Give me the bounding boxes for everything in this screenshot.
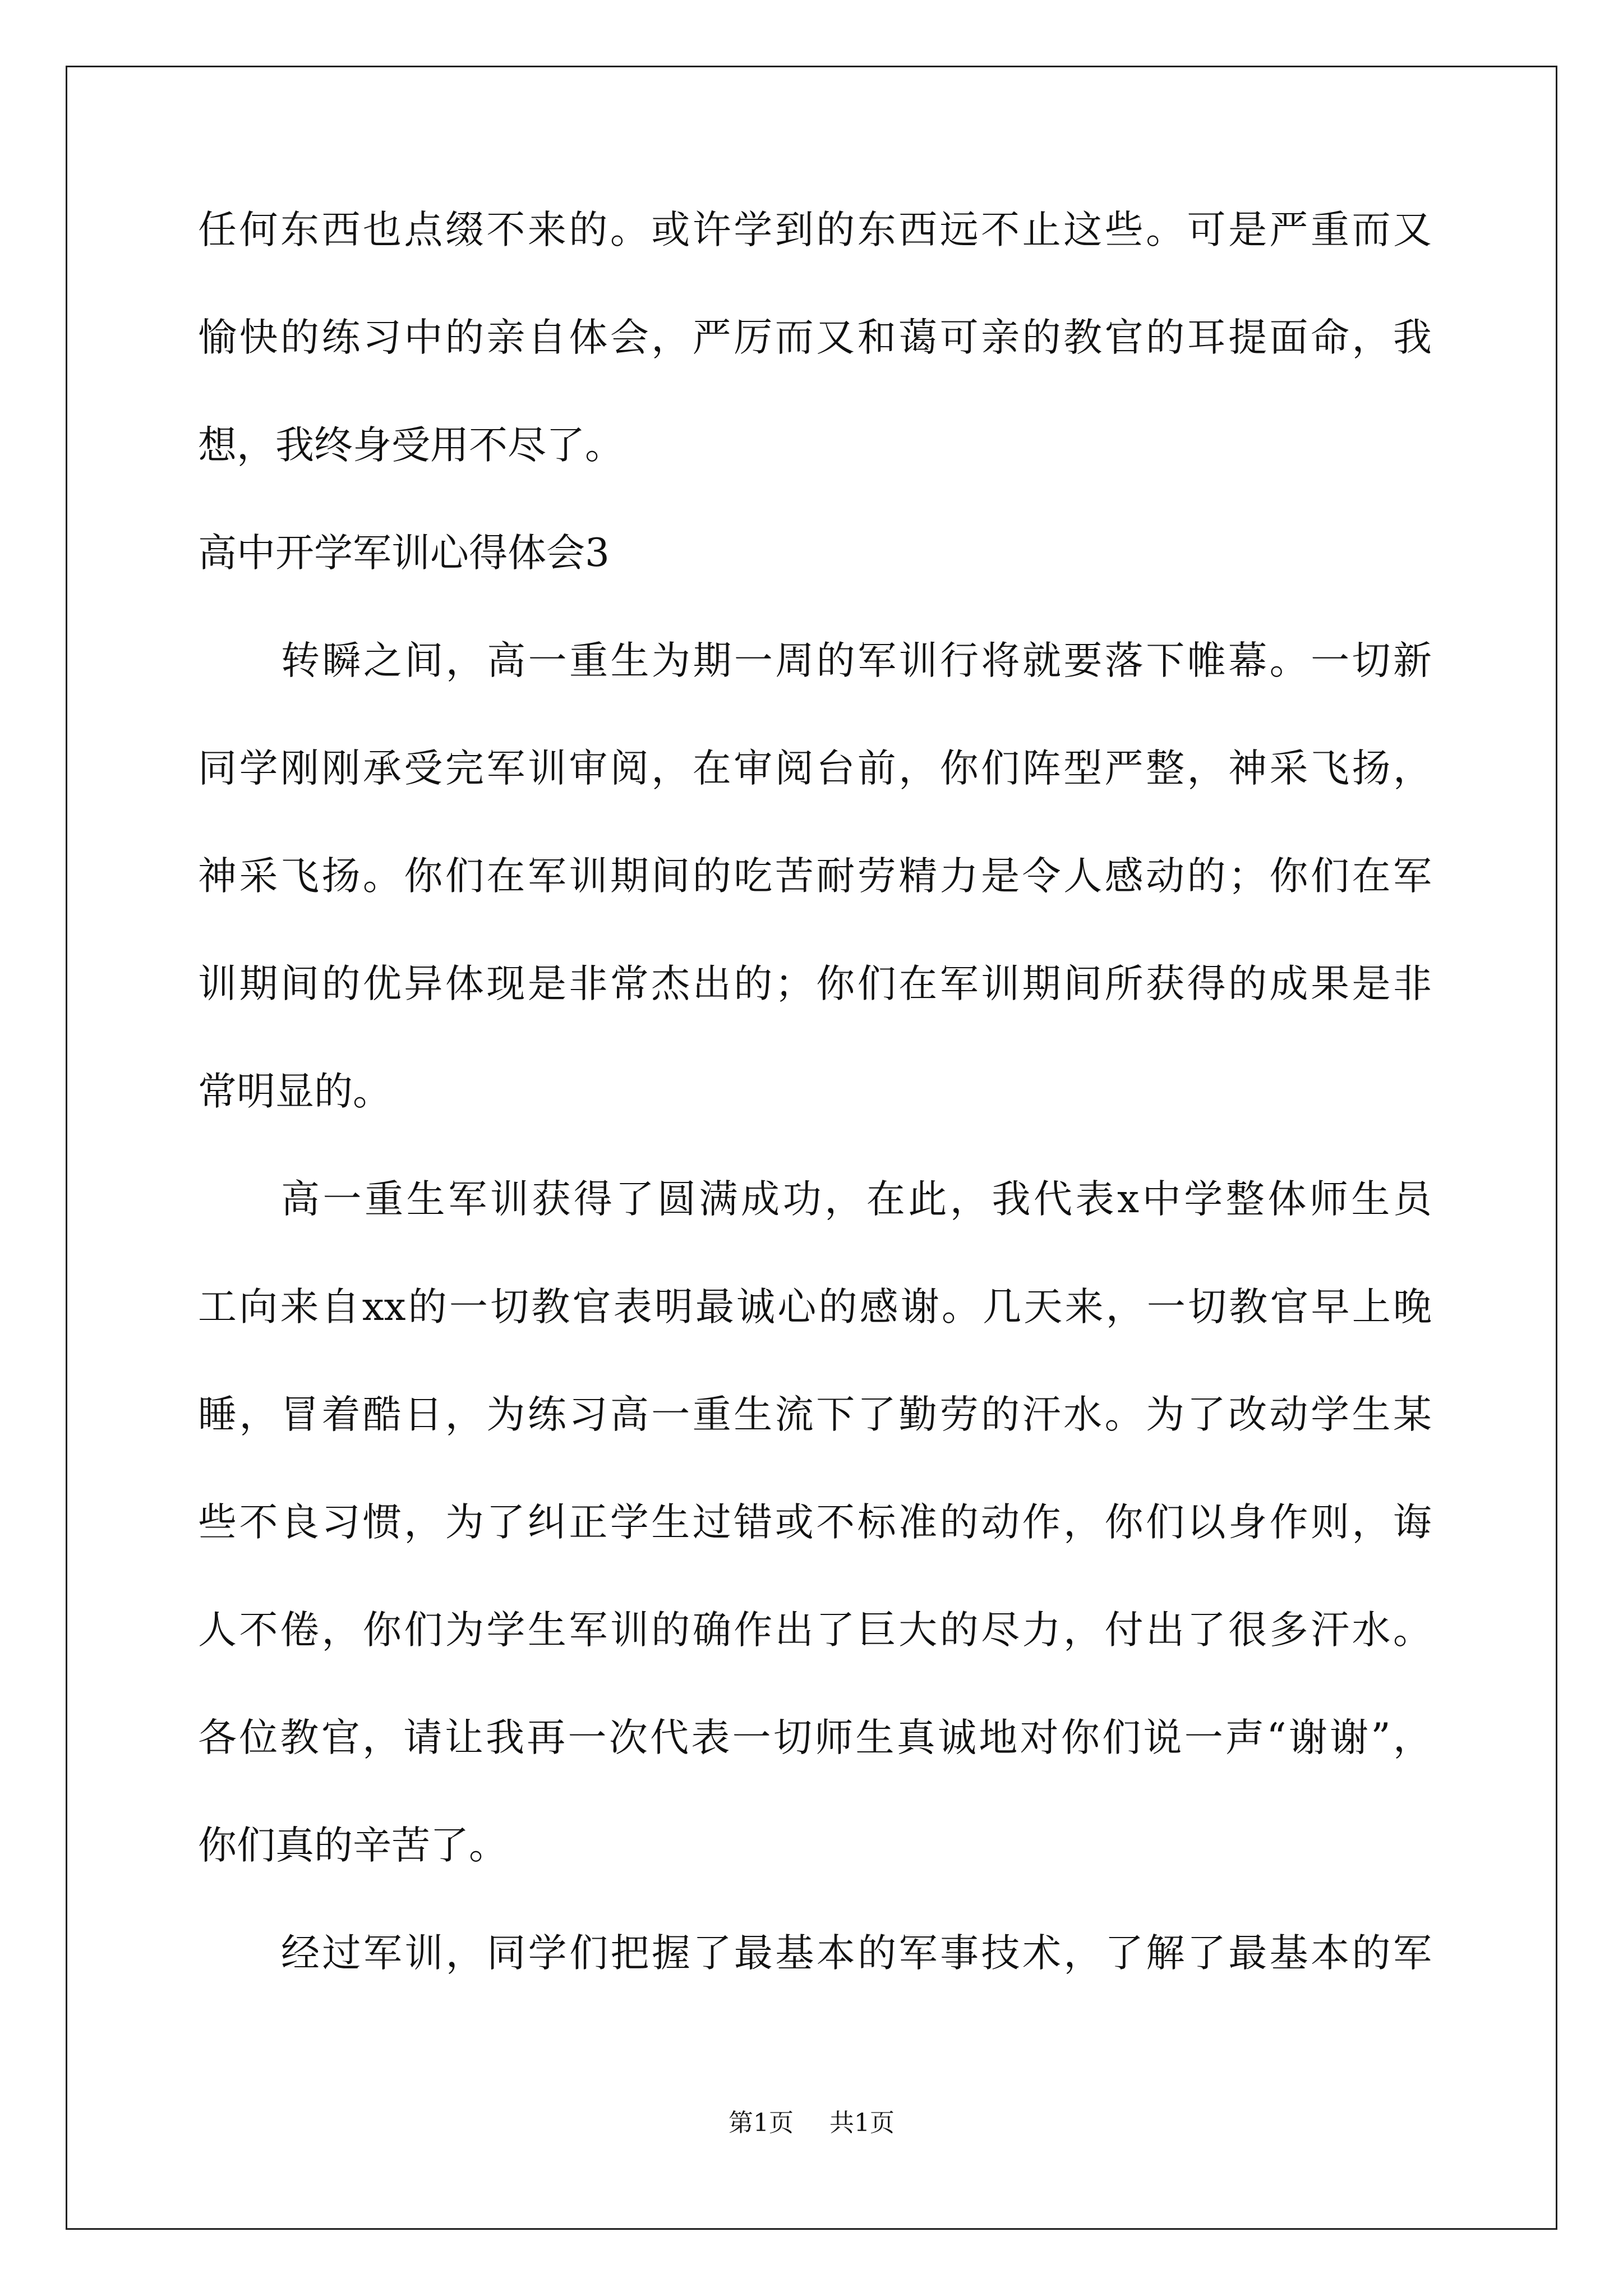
paragraph-line: 常明显的。	[198, 1069, 391, 1114]
page-footer	[0, 2106, 1623, 2140]
paragraph-line: 些不良习惯，为了纠正学生过错或不标准的动作，你们以身作则，诲	[198, 1500, 1432, 1545]
paragraph-line: 神采飞扬。你们在军训期间的吃苦耐劳精力是令人感动的；你们在军	[198, 854, 1432, 899]
paragraph-line: 转瞬之间，高一重生为期一周的军训行将就要落下帷幕。一切新	[281, 638, 1432, 683]
paragraph-line: 任何东西也点缀不来的。或许学到的东西远不止这些。可是严重而又	[198, 208, 1432, 252]
paragraph-line: 想，我终身受用不尽了。	[198, 423, 624, 468]
paragraph-line: 高一重生军训获得了圆满成功，在此，我代表x中学整体师生员	[281, 1177, 1432, 1222]
paragraph-line: 经过军训，同学们把握了最基本的军事技术，了解了最基本的军	[281, 1931, 1432, 1976]
section-heading: 高中开学军训心得体会3	[198, 531, 610, 576]
paragraph-line: 工向来自xx的一切教官表明最诚心的感谢。几天来，一切教官早上晚	[198, 1285, 1432, 1329]
page-frame	[66, 66, 1557, 2230]
paragraph-line: 你们真的辛苦了。	[198, 1823, 508, 1868]
paragraph-line: 训期间的优异体现是非常杰出的；你们在军训期间所获得的成果是非	[198, 961, 1432, 1006]
paragraph-line: 同学刚刚承受完军训审阅，在审阅台前，你们阵型严整，神采飞扬，	[198, 746, 1432, 791]
paragraph-line: 各位教官，请让我再一次代表一切师生真诚地对你们说一声“谢谢”，	[198, 1715, 1432, 1760]
paragraph-line: 愉快的练习中的亲自体会，严厉而又和蔼可亲的教官的耳提面命，我	[198, 315, 1432, 360]
paragraph-line: 睡，冒着酷日，为练习高一重生流下了勤劳的汗水。为了改动学生某	[198, 1392, 1432, 1437]
page-number: 第1页	[728, 2109, 794, 2137]
paragraph-line: 人不倦，你们为学生军训的确作出了巨大的尽力，付出了很多汗水。	[198, 1608, 1432, 1653]
page-total: 共1页	[829, 2109, 895, 2137]
